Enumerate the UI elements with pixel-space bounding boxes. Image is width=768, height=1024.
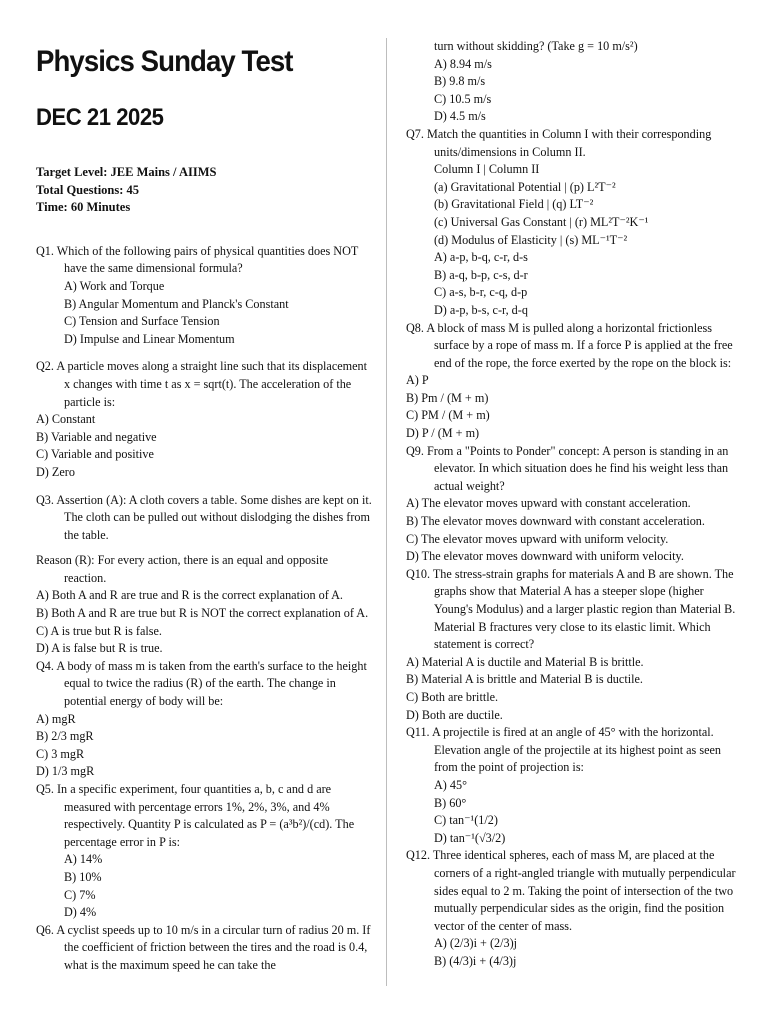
option: A) P [406,373,429,388]
option: B) 10% [64,869,102,884]
question-q5 [36,781,372,922]
option: B) Pm / (M + m) [406,390,489,405]
test-date: DEC 21 2025 [36,104,164,131]
question-q9 [406,443,744,566]
question-reason: Reason (R): For every action, there is an equal and opposite reaction. [36,553,329,585]
test-meta [36,164,372,217]
question-q11 [406,724,744,847]
total-questions: Total Questions: 45 [36,182,140,197]
question-stem: Q2. A particle moves along a straight line such that its displacement x changes with time t as x = sqrt(t). The acceleration of the particle is: [36,359,368,409]
option: B) 2/3 mgR [36,729,94,744]
option: B) (4/3)i + (4/3)j [434,953,517,968]
question-q6-part2 [406,38,744,126]
option: B) Both A and R are true but R is NOT the correct explanation of A. [36,606,369,621]
option: C) 10.5 m/s [434,91,492,106]
question-q8 [406,320,744,443]
option: C) Variable and positive [36,447,154,462]
question-q3 [36,492,372,658]
option: B) Variable and negative [36,429,157,444]
question-q6-part1 [36,922,372,975]
match-table-header: Column I | Column II [434,162,540,177]
option: B) 9.8 m/s [434,74,486,89]
option: D) The elevator moves downward with uniform velocity. [406,549,684,564]
time-limit: Time: 60 Minutes [36,200,131,215]
option: D) 4.5 m/s [434,109,486,124]
question-q7 [406,126,744,320]
match-row: (d) Modulus of Elasticity | (s) ML⁻¹T⁻² [434,232,628,247]
option: D) Both are ductile. [406,707,503,722]
option: D) Zero [36,464,75,479]
question-stem: Q5. In a specific experiment, four quantities a, b, c and d are measured with percentage errors 1%, 2%, 3%, and 4% respectively. Quantity P is calculated as P = (a³b²)/(cd). The percentage error in P is: [36,782,355,849]
option: A) Both A and R are true and R is the correct explanation of A. [36,588,343,603]
question-stem: Q6. A cyclist speeds up to 10 m/s in a circular turn of radius 20 m. If the coefficient of friction between the tires and the road is 0.4, what is the maximum speed he can take the [36,922,371,972]
question-stem-continued: turn without skidding? (Take g = 10 m/s²) [434,39,638,53]
option: D) Impulse and Linear Momentum [64,331,235,346]
option: C) The elevator moves upward with uniform velocity. [406,531,669,546]
question-q4 [36,658,372,781]
option: B) Angular Momentum and Planck's Constant [64,296,289,311]
option: D) A is false but R is true. [36,641,163,656]
question-stem: Q12. Three identical spheres, each of mass M, are placed at the corners of a right-angled triangle with mutually perpendicular sides equal to 2 m. Taking the point of intersection of the two mutually perpendicular sides as the origin, find the position vector of the center of mass. [406,848,736,933]
option: A) a-p, b-q, c-r, d-s [434,250,528,265]
option: A) Material A is ductile and Material B is brittle. [406,654,644,669]
option: C) A is true but R is false. [36,623,162,638]
option: B) The elevator moves downward with constant acceleration. [406,514,705,529]
question-stem: Q7. Match the quantities in Column I with their corresponding units/dimensions in Column II. [406,126,712,159]
option: D) 4% [64,905,97,920]
option: D) tan⁻¹(√3/2) [434,830,506,845]
option: D) 1/3 mgR [36,764,95,779]
option: A) (2/3)i + (2/3)j [434,936,518,951]
question-stem: Q8. A block of mass M is pulled along a horizontal frictionless surface by a rope of mass m. If a force P is applied at the free end of the rope, the force exerted by the rope on the block is: [406,320,733,370]
option: A) 45° [434,777,467,792]
option: B) a-q, b-p, c-s, d-r [434,267,528,282]
question-q2 [36,358,372,481]
option: A) mgR [36,711,76,726]
column-divider [386,38,387,986]
question-stem: Q4. A body of mass m is taken from the earth's surface to the height equal to twice the radius (R) of the earth. The change in potential energy of body will be: [36,658,367,709]
option: C) PM / (M + m) [406,408,490,423]
option: A) 14% [64,852,103,867]
option: C) tan⁻¹(1/2) [434,813,498,828]
match-row: (c) Universal Gas Constant | (r) ML²T⁻²K⁻¹ [434,214,649,229]
option: C) 7% [64,887,96,902]
option: C) Both are brittle. [406,689,499,704]
option: A) Constant [36,412,96,427]
question-stem: Q9. From a "Points to Ponder" concept: A person is standing in an elevator. In which situation does he find his weight less than actual weight? [406,443,729,493]
option: D) a-p, b-s, c-r, d-q [434,302,528,317]
match-row: (a) Gravitational Potential | (p) L²T⁻² [434,179,616,194]
option: C) Tension and Surface Tension [64,314,220,329]
option: A) 8.94 m/s [434,56,492,71]
question-stem: Q1. Which of the following pairs of physical quantities does NOT have the same dimensional formula? [36,243,359,276]
question-stem: Q3. Assertion (A): A cloth covers a table. Some dishes are kept on it. The cloth can be pulled out without dislodging the dishes from the table. [36,492,372,542]
left-column [36,40,372,975]
option: B) 60° [434,795,467,810]
option: B) Material A is brittle and Material B is ductile. [406,672,643,687]
question-q10 [406,566,744,724]
option: C) 3 mgR [36,746,85,761]
option: D) P / (M + m) [406,426,480,441]
right-column [406,38,744,970]
match-row: (b) Gravitational Field | (q) LT⁻² [434,197,594,212]
question-stem: Q11. A projectile is fired at an angle of 45° with the horizontal. Elevation angle of the projectile at its highest point as seen from the point of projection is: [406,725,722,775]
question-stem: Q10. The stress-strain graphs for materials A and B are shown. The graphs show that Material A has a steeper slope (higher Young's Modulus) and a larger plastic region than Material B. Material B fractures very close to its elastic limit. Which statement is correct? [406,566,736,652]
option: A) The elevator moves upward with constant acceleration. [406,496,691,511]
page-title: Physics Sunday Test [36,45,293,78]
target-level: Target Level: JEE Mains / AIIMS [36,165,217,179]
option: C) a-s, b-r, c-q, d-p [434,285,528,300]
question-q12 [406,847,744,970]
option: A) Work and Torque [64,278,165,293]
question-q1 [36,243,372,349]
